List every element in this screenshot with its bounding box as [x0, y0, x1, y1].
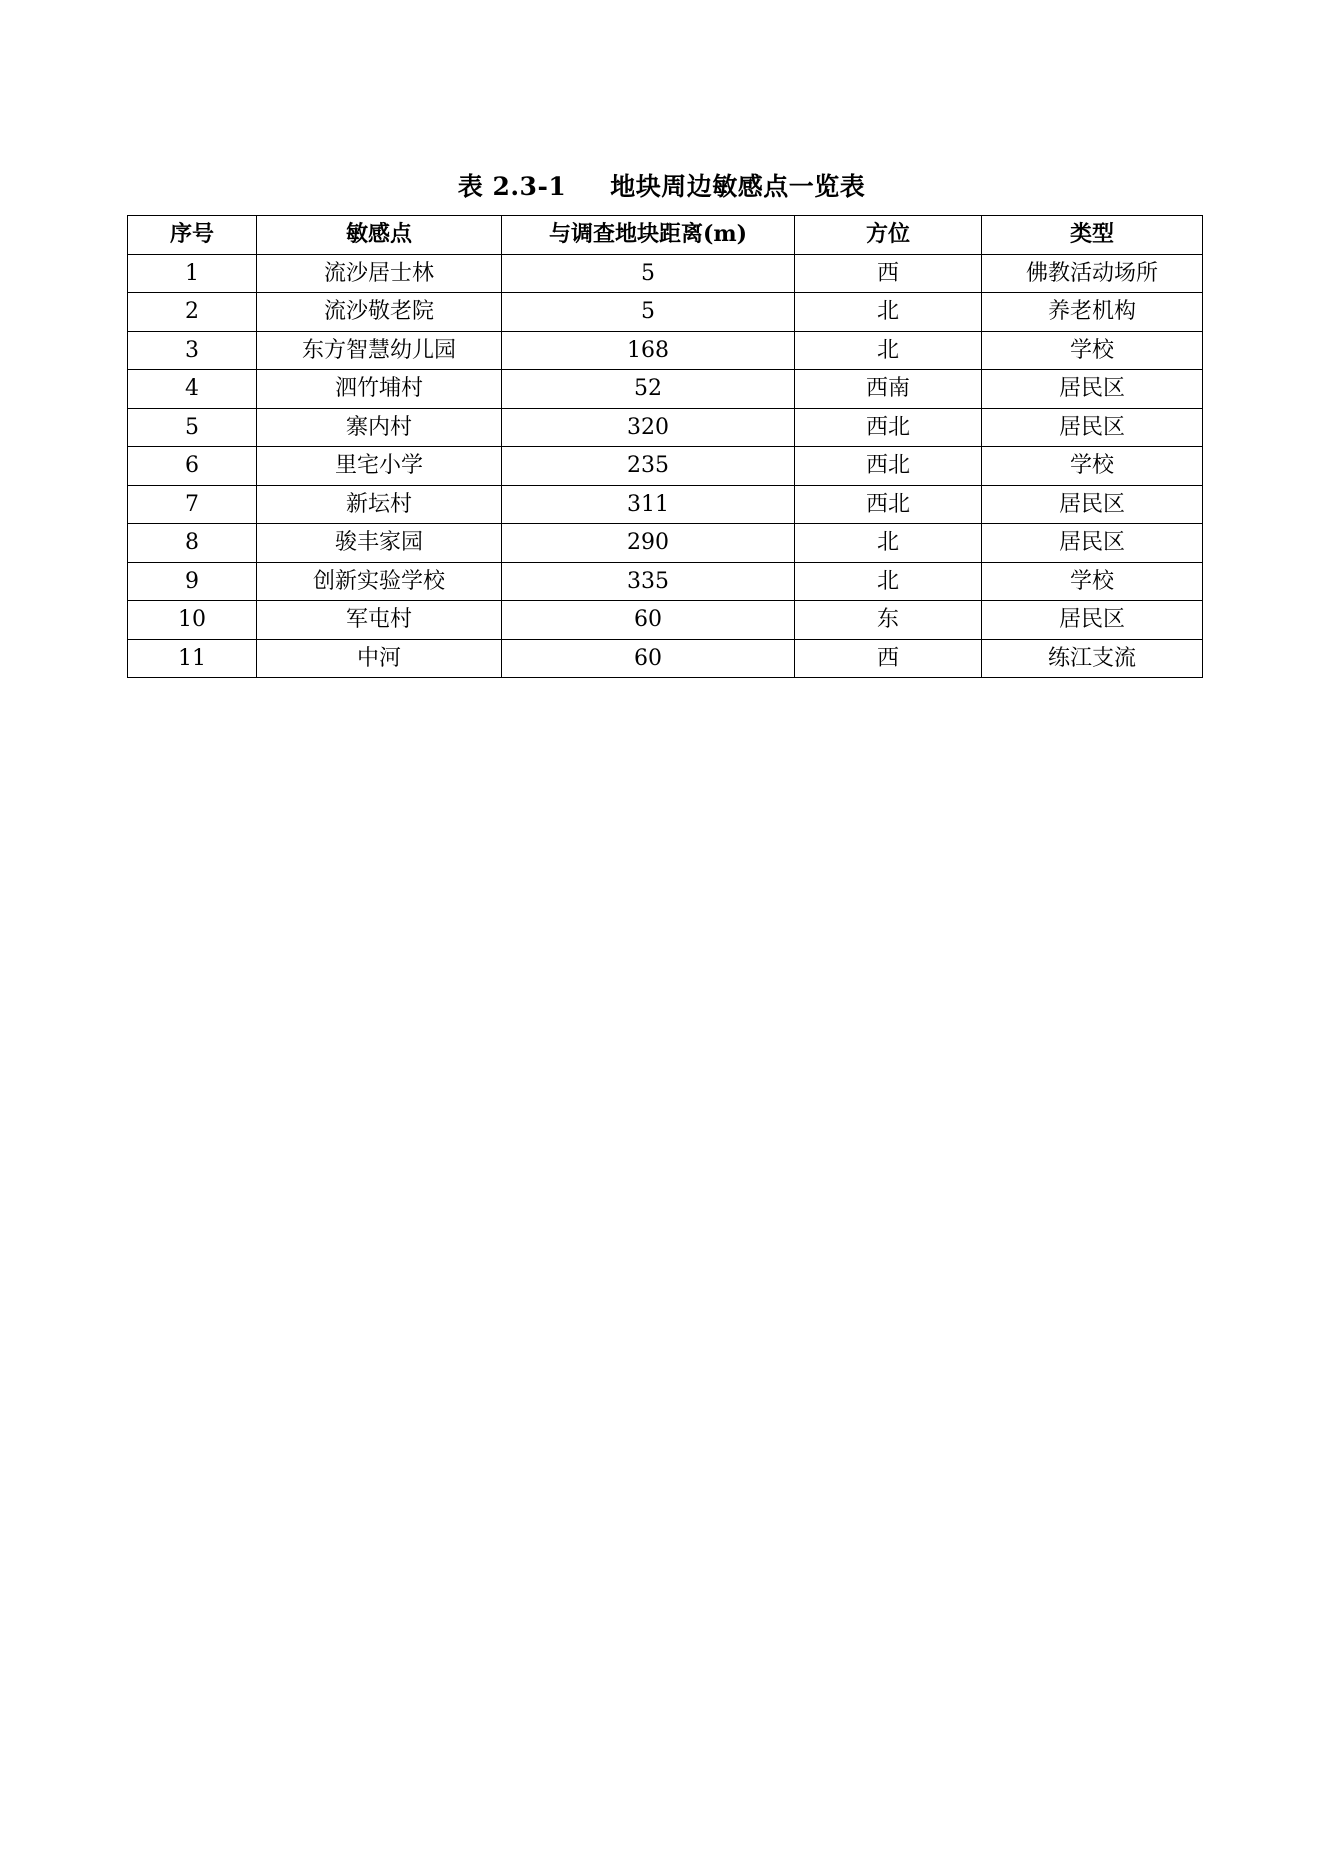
cell-direction: 西南 — [795, 370, 982, 409]
cell-index: 8 — [128, 524, 257, 563]
cell-direction: 北 — [795, 293, 982, 332]
cell-type: 佛教活动场所 — [982, 254, 1203, 293]
cell-sensitive-point: 军屯村 — [257, 601, 502, 640]
cell-direction: 北 — [795, 524, 982, 563]
cell-sensitive-point: 中河 — [257, 639, 502, 678]
table-row — [128, 601, 1203, 640]
cell-index: 4 — [128, 370, 257, 409]
cell-direction: 北 — [795, 331, 982, 370]
table-row — [128, 370, 1203, 409]
table-number: 表 2.3-1 — [457, 172, 567, 201]
table-row — [128, 562, 1203, 601]
cell-index: 9 — [128, 562, 257, 601]
cell-distance: 235 — [502, 447, 795, 486]
table-header-row — [128, 216, 1203, 255]
cell-direction: 西 — [795, 639, 982, 678]
cell-sensitive-point: 流沙居士林 — [257, 254, 502, 293]
cell-direction: 西北 — [795, 447, 982, 486]
table-row — [128, 639, 1203, 678]
cell-sensitive-point: 泗竹埔村 — [257, 370, 502, 409]
cell-sensitive-point: 东方智慧幼儿园 — [257, 331, 502, 370]
cell-direction: 东 — [795, 601, 982, 640]
cell-sensitive-point: 新坛村 — [257, 485, 502, 524]
cell-type: 学校 — [982, 562, 1203, 601]
cell-distance: 60 — [502, 639, 795, 678]
cell-type: 养老机构 — [982, 293, 1203, 332]
cell-direction: 西北 — [795, 485, 982, 524]
cell-index: 2 — [128, 293, 257, 332]
cell-direction: 西北 — [795, 408, 982, 447]
cell-sensitive-point: 骏丰家园 — [257, 524, 502, 563]
cell-type: 居民区 — [982, 408, 1203, 447]
cell-sensitive-point: 里宅小学 — [257, 447, 502, 486]
header-index: 序号 — [128, 216, 257, 255]
header-direction: 方位 — [795, 216, 982, 255]
header-distance: 与调查地块距离(m) — [502, 216, 795, 255]
cell-distance: 335 — [502, 562, 795, 601]
table-row — [128, 447, 1203, 486]
cell-type: 学校 — [982, 447, 1203, 486]
header-type: 类型 — [982, 216, 1203, 255]
cell-type: 练江支流 — [982, 639, 1203, 678]
cell-distance: 320 — [502, 408, 795, 447]
sensitive-points-table — [127, 215, 1203, 678]
cell-index: 11 — [128, 639, 257, 678]
cell-direction: 北 — [795, 562, 982, 601]
table-title: 地块周边敏感点一览表 — [610, 172, 866, 201]
cell-type: 居民区 — [982, 485, 1203, 524]
cell-index: 3 — [128, 331, 257, 370]
table-row — [128, 331, 1203, 370]
cell-distance: 290 — [502, 524, 795, 563]
cell-type: 居民区 — [982, 524, 1203, 563]
cell-index: 10 — [128, 601, 257, 640]
cell-index: 1 — [128, 254, 257, 293]
cell-index: 5 — [128, 408, 257, 447]
header-sensitive-point: 敏感点 — [257, 216, 502, 255]
table-caption — [0, 168, 1323, 206]
cell-distance: 60 — [502, 601, 795, 640]
cell-distance: 5 — [502, 254, 795, 293]
cell-distance: 311 — [502, 485, 795, 524]
table-row — [128, 254, 1203, 293]
table-row — [128, 293, 1203, 332]
cell-distance: 168 — [502, 331, 795, 370]
table-row — [128, 524, 1203, 563]
cell-direction: 西 — [795, 254, 982, 293]
cell-distance: 52 — [502, 370, 795, 409]
table-row — [128, 485, 1203, 524]
cell-type: 居民区 — [982, 601, 1203, 640]
table-row — [128, 408, 1203, 447]
cell-index: 6 — [128, 447, 257, 486]
cell-sensitive-point: 寨内村 — [257, 408, 502, 447]
cell-distance: 5 — [502, 293, 795, 332]
cell-sensitive-point: 流沙敬老院 — [257, 293, 502, 332]
cell-sensitive-point: 创新实验学校 — [257, 562, 502, 601]
cell-index: 7 — [128, 485, 257, 524]
cell-type: 居民区 — [982, 370, 1203, 409]
cell-type: 学校 — [982, 331, 1203, 370]
